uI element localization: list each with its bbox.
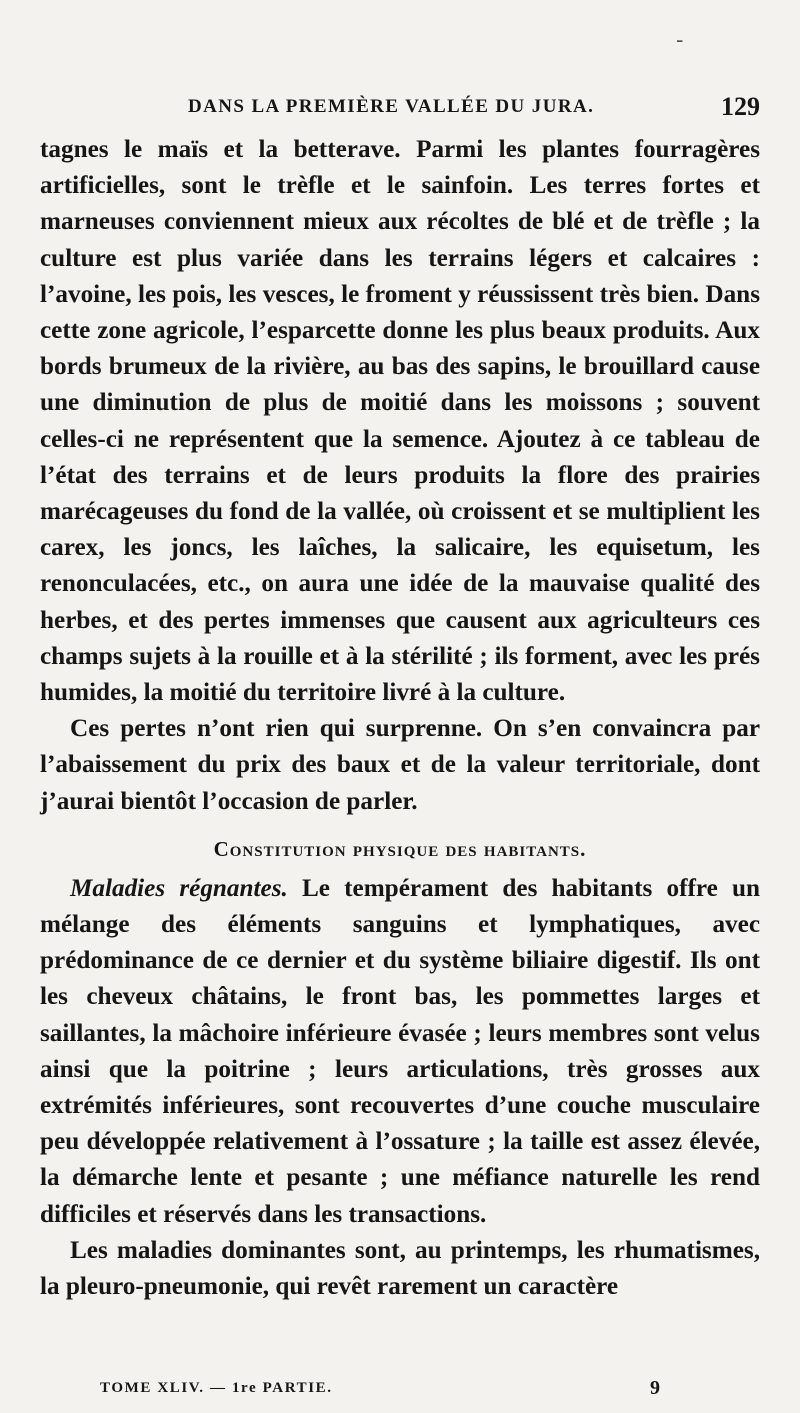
paragraph-maladies-text: Le tempérament des habitants offre un mélange des éléments sanguins et lymphatiques, avec prédominance de ce dernier et du système biliaire digestif. Ils ont les cheveux châtains, le front bas, les pommettes larges et saillantes, la mâchoire inférieure évasée ; leurs membres sont velus ainsi que la poitrine ; leurs articulations, très grosses aux extrémités inférieures, sont recouvertes d’une couche musculaire peu développée relativement à l’ossature ; la taille est assez élevée, la démarche lente et pesante ; une méfiance naturelle les rend difficiles et réservés dans les transactions.: [40, 874, 760, 1228]
edge-mark: -: [676, 28, 684, 53]
running-title: DANS LA PREMIÈRE VALLÉE DU JURA.: [188, 96, 595, 117]
paragraph-dominantes: Les maladies dominantes sont, au printemps, les rhumatismes, la pleuro-pneumonie, qui revêt rarement un caractère: [40, 1236, 760, 1301]
volume-line: TOME XLIV. — 1re PARTIE.: [100, 1380, 333, 1396]
run-in-heading: Maladies régnantes.: [70, 874, 288, 902]
paragraph-maladies: [40, 871, 760, 1233]
page-footer: [100, 1377, 700, 1404]
page-body: [40, 132, 760, 1305]
signature-mark: 9: [650, 1377, 660, 1399]
page-number: 129: [721, 92, 760, 121]
paragraph-pertes: Ces pertes n’ont rien qui surprenne. On s’en convaincra par l’abaissement du prix des baux et de la valeur territoriale, dont j’aurai bientôt l’occasion de parler.: [40, 715, 760, 815]
section-heading: Constitution physique des habitants.: [213, 836, 587, 861]
running-header: [40, 92, 764, 126]
paragraph-continuation: tagnes le maïs et la betterave. Parmi les plantes fourragères artificielles, sont le trèfle et le sainfoin. Les terres fortes et marneuses conviennent mieux aux récoltes de blé et de trèfle ; la culture est plus variée dans les terrains légers et calcaires : l’avoine, les pois, les vesces, le froment y réussissent très bien. Dans cette zone agricole, l’esparcette donne les plus beaux produits. Aux bords brumeux de la rivière, au bas des sapins, le brouillard cause une diminution de plus de moitié dans les moissons ; souvent celles-ci ne représentent que la semence. Ajoutez à ce tableau de l’état des terrains et de leurs produits la flore des prairies marécageuses du fond de la vallée, où croissent et se multiplient les carex, les joncs, les laîches, la salicaire, les equisetum, les renonculacées, etc., on aura une idée de la mauvaise qualité des herbes, et des pertes immenses que causent aux agriculteurs ces champs sujets à la rouille et à la stérilité ; ils forment, avec les prés humides, la moitié du territoire livré à la culture.: [40, 136, 760, 707]
